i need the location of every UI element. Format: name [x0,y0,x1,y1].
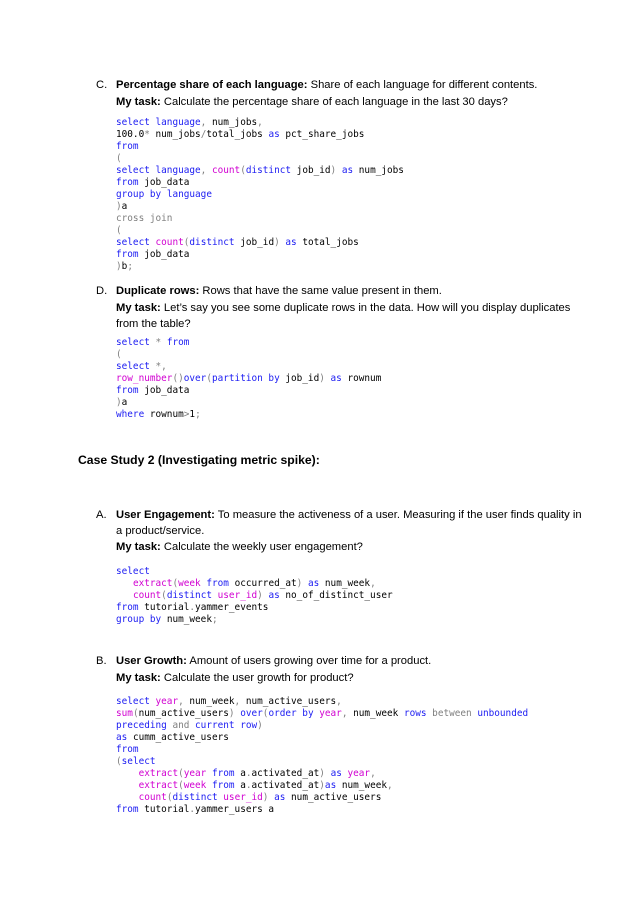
code-line [116,696,342,707]
code-token: group by [116,189,167,200]
code-token: ( [178,780,184,791]
code-token: ( [116,756,122,767]
code-token: . [189,602,196,613]
section-c-task: My task: Calculate the percentage share of each language in the last 30 days? [116,96,508,108]
code-token: year [319,708,342,719]
code-token: extract [138,780,179,791]
code-token: cross join [116,213,173,224]
code-token: year [155,696,179,707]
code-token: ( [262,708,269,719]
code-token: ( [183,237,190,248]
code-token: ) [116,201,122,212]
code-token: as [324,780,342,791]
code-line [116,720,263,731]
task-label: My task: [116,541,161,553]
code-line [116,337,189,348]
code-token: year [183,768,212,779]
code-token: job_data [144,249,190,260]
task-label: My task: [116,672,161,684]
code-token: between [432,708,478,719]
code-token: ; [127,261,133,272]
code-token: ( [116,349,122,360]
code-token: num_active_users [291,792,382,803]
list-marker: C. [96,79,108,91]
code-token: count [155,237,184,248]
section-d-description: Duplicate rows: Rows that have the same value present in them. [116,285,442,297]
code-token: pct_share_jobs [285,129,365,140]
code-token: b [121,261,128,272]
code-token: extract [132,578,173,589]
sql-code-block [116,566,393,626]
section-b-title: User Growth: [116,655,187,667]
code-token: ) [257,590,269,601]
code-token: as [330,373,348,384]
code-token: num_jobs [358,165,404,176]
code-line [116,177,189,188]
code-token: extract [138,768,179,779]
code-line [116,708,528,719]
code-token: user_id [217,590,258,601]
code-token [116,590,133,601]
code-token: group by [116,614,167,625]
code-line [116,225,122,236]
code-token: week [178,578,207,589]
code-line [116,590,393,601]
code-token: partition by [211,373,286,384]
code-token: activated_at [251,780,320,791]
code-token: *, [155,361,167,372]
code-token: total_jobs [302,237,359,248]
code-token: from [116,141,139,152]
code-token: as [116,732,133,743]
code-token: () [172,373,184,384]
code-line [116,373,381,384]
code-token: a [121,397,128,408]
code-token: num_week [189,696,235,707]
code-token: , [370,768,376,779]
code-token: as [268,129,286,140]
code-token: from [116,249,145,260]
code-token: user_id [223,792,263,803]
code-token: over [240,708,263,719]
code-token: language [155,165,201,176]
code-token: . [189,804,196,815]
section-c-description: Percentage share of each language: Share of each language for different contents. [116,79,538,91]
code-token: from [206,578,235,589]
section-a-title: User Engagement: [116,509,215,521]
code-token: and [172,720,196,731]
code-token: current [195,720,241,731]
code-line [116,780,393,791]
code-token: num_week [324,578,371,589]
code-token: over [183,373,207,384]
section-a-description: User Engagement: To measure the activeness of a user. Measuring if the user finds quality in [116,509,582,521]
code-token: 100.0 [116,129,145,140]
code-token: , [178,696,190,707]
task-label: My task: [116,302,161,314]
list-marker: A. [96,509,107,521]
code-token: num_week [353,708,404,719]
code-token: total_jobs [206,129,269,140]
code-token: distinct [189,237,241,248]
code-line [116,602,268,613]
code-token: from [116,744,139,755]
code-token: select [116,337,156,348]
code-token: unbounded [477,708,529,719]
code-token: job_id [285,373,320,384]
code-token: ) [330,165,342,176]
code-line [116,249,189,260]
code-token: select [116,165,156,176]
code-token: ) [116,397,122,408]
section-a-task: My task: Calculate the weekly user engagement? [116,541,363,553]
code-token: select [116,566,150,577]
code-token: / [200,129,207,140]
code-token: num_jobs [155,129,201,140]
code-token: no_of_distinct_user [285,590,393,601]
code-token: cumm_active_users [132,732,229,743]
code-line [116,153,122,164]
code-line [116,129,364,140]
code-token: row_number [116,373,173,384]
code-line [116,361,167,372]
code-token: year [347,768,371,779]
code-token: tutorial [144,804,190,815]
section-b-task: My task: Calculate the user growth for product? [116,672,354,684]
section-b-description: User Growth: Amount of users growing over time for a product. [116,655,432,667]
code-token: , [370,578,376,589]
code-token: , [200,117,212,128]
code-token: num_week [166,614,212,625]
code-token: ( [116,153,122,164]
code-token: ( [172,578,179,589]
code-line [116,792,381,803]
code-token: job_id [240,237,275,248]
code-token: as [274,792,292,803]
code-line [116,409,201,420]
list-marker: B. [96,655,107,667]
code-token: as [285,237,303,248]
code-line [116,397,127,408]
code-token: ) [296,578,308,589]
code-token: a [240,780,246,791]
code-line [116,566,150,577]
code-token: select [116,361,156,372]
code-token: select [116,696,156,707]
code-token: job_id [296,165,331,176]
code-token: ) [319,780,325,791]
code-token: rows [403,708,433,719]
code-token: ) [228,708,241,719]
code-token: . [245,780,252,791]
code-token [116,780,139,791]
code-token: language [155,117,201,128]
code-token: num_active_users [245,696,337,707]
code-line [116,768,376,779]
code-token [116,768,139,779]
code-token: distinct [245,165,297,176]
code-token: * [144,129,156,140]
code-token: from [116,177,145,188]
code-token: ) [274,237,286,248]
code-line [116,165,404,176]
code-token: distinct [166,590,218,601]
code-line [116,756,156,767]
code-token: as [268,590,286,601]
code-token: ( [178,768,184,779]
code-line [116,117,263,128]
code-token: week [183,780,212,791]
code-token: yammer_users [195,804,269,815]
code-token: row [240,720,258,731]
code-token: language [166,189,212,200]
case-study-heading: Case Study 2 (Investigating metric spike): [78,453,320,467]
code-token: from [166,337,190,348]
code-token: job_data [144,385,190,396]
code-token: where [116,409,150,420]
code-token: ) [116,261,122,272]
code-token [116,792,139,803]
code-token: activated_at [251,768,320,779]
code-token: select [121,756,156,767]
code-token: rownum [347,373,382,384]
code-line [116,261,133,272]
code-token: , [257,117,263,128]
code-token: count [211,165,241,176]
sql-code-block [116,696,528,816]
code-token: job_data [144,177,190,188]
code-token: count [138,792,167,803]
code-line [116,189,212,200]
code-token: , [234,696,246,707]
code-token: a [121,201,128,212]
code-token: sum [116,708,133,719]
code-token: ( [161,590,167,601]
code-line [116,349,122,360]
code-token: select [116,117,156,128]
code-line [116,237,359,248]
code-token: , [387,780,393,791]
code-token: tutorial [144,602,190,613]
sql-code-block [116,337,381,421]
code-token [116,578,133,589]
code-token: as [307,578,325,589]
code-token: from [211,768,241,779]
code-token: from [211,780,241,791]
code-line [116,614,218,625]
sql-code-block [116,117,404,273]
section-d-title: Duplicate rows: [116,285,200,297]
code-token: > [183,409,190,420]
section-a-description-cont: a product/service. [116,525,205,537]
code-token: num_week [341,780,388,791]
code-token: select [116,237,156,248]
code-token: distinct [172,792,224,803]
code-token: num_jobs [211,117,258,128]
code-token: ( [132,708,139,719]
code-token: ) [257,720,263,731]
code-token: occurred_at [234,578,297,589]
code-token: 1 [189,409,196,420]
code-token: as [341,165,359,176]
code-token: * [155,337,167,348]
code-token: ( [166,792,173,803]
code-token: num_active_users [138,708,229,719]
code-token: ) [319,768,331,779]
task-label: My task: [116,96,161,108]
code-token: count [132,590,162,601]
code-line [116,213,172,224]
code-token: yammer_events [195,602,269,613]
code-token: from [116,385,145,396]
code-token: . [245,768,252,779]
code-line [116,744,139,755]
code-token: rownum [149,409,184,420]
code-token: a [268,804,275,815]
code-line [116,141,139,152]
code-line [116,385,189,396]
code-token: , [200,165,212,176]
code-token: ; [195,409,201,420]
code-token: order by [268,708,320,719]
code-token: ( [116,225,122,236]
code-token: ) [319,373,331,384]
code-token: , [341,708,354,719]
section-d-task: My task: Let’s say you see some duplicate rows in the data. How will you display duplicates [116,302,571,314]
section-d-task-cont: from the table? [116,318,191,330]
list-marker: D. [96,285,108,297]
code-token: preceding [116,720,173,731]
code-token: ( [206,373,212,384]
code-token: ; [211,614,218,625]
section-c-title: Percentage share of each language: [116,79,308,91]
code-line [116,201,127,212]
code-line [116,804,274,815]
code-line [116,578,376,589]
code-token: ) [262,792,275,803]
code-token: ( [240,165,246,176]
code-token: a [240,768,246,779]
code-token: , [336,696,342,707]
code-token: from [116,602,145,613]
code-token: as [330,768,348,779]
code-token: from [116,804,145,815]
code-line [116,732,229,743]
